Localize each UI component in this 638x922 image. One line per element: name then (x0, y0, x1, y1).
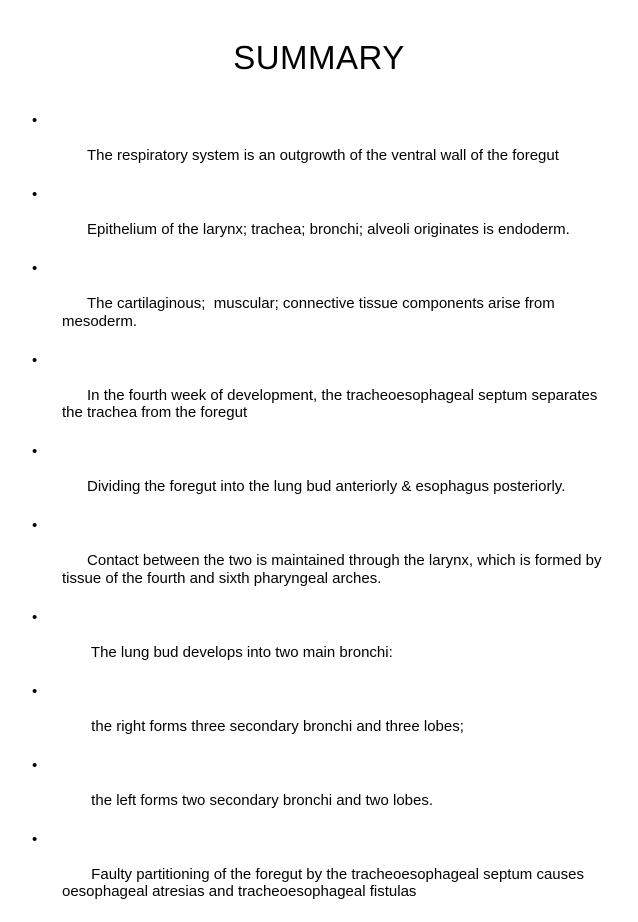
bullet-icon: • (32, 351, 38, 369)
bullet-icon: • (32, 830, 38, 848)
list-item (32, 260, 622, 348)
list-item (32, 609, 622, 679)
bullet-text: The cartilaginous; muscular; connective tissue components arise from mesoderm. (62, 295, 559, 330)
bullet-icon: • (32, 260, 38, 277)
list-item (32, 186, 622, 256)
list-item (32, 683, 622, 753)
bullet-text: The lung bud develops into two main bronchi: (87, 643, 393, 661)
list-item (32, 831, 622, 919)
bullet-text: Dividing the foregut into the lung bud anteriorly & esophagus posteriorly. (87, 478, 566, 495)
bullet-list (32, 112, 622, 922)
bullet-text: Epithelium of the larynx; trachea; bronchi; alveoli originates is endoderm. (87, 221, 570, 238)
bullet-text: The respiratory system is an outgrowth of the ventral wall of the foregut (87, 147, 559, 164)
list-item (32, 443, 622, 513)
bullet-text: the right forms three secondary bronchi and three lobes; (87, 717, 464, 735)
list-item (32, 757, 622, 827)
list-item (32, 112, 622, 182)
bullet-text: In the fourth week of development, the tracheoesophageal septum separates the trachea from the foregut (62, 386, 602, 421)
bullet-icon: • (32, 186, 38, 203)
bullet-icon: • (32, 608, 38, 626)
slide-title: SUMMARY (233, 39, 405, 76)
bullet-icon: • (32, 443, 38, 460)
list-item (32, 517, 622, 605)
bullet-icon: • (32, 682, 38, 700)
bullet-text: Contact between the two is maintained through the larynx, which is formed by tissue of the fourth and sixth pharyngeal arches. (62, 552, 606, 587)
bullet-icon: • (32, 517, 38, 534)
bullet-text: the left forms two secondary bronchi and two lobes. (87, 791, 434, 809)
bullet-text: Faulty partitioning of the foregut by the tracheoesophageal septum causes oesophageal atresias and tracheoesophageal fistulas (62, 865, 589, 900)
bullet-icon: • (32, 112, 38, 129)
list-item (32, 352, 622, 440)
bullet-icon: • (32, 756, 38, 774)
